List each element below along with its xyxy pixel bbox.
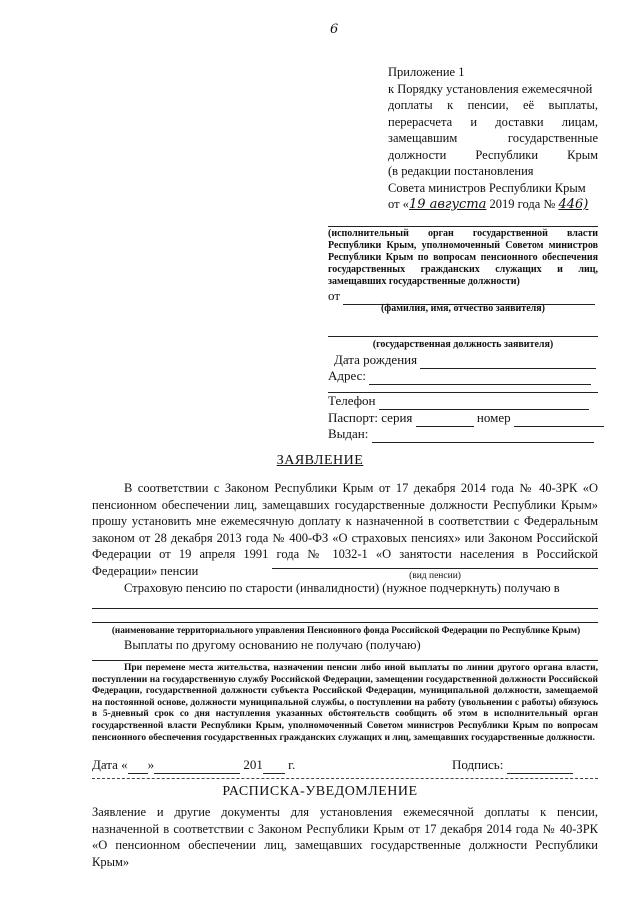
fund-field-2[interactable] [92, 622, 598, 623]
authority-rule [328, 226, 598, 227]
number-handwritten: 446) [558, 197, 589, 212]
receipt-text: Заявление и другие документы для установления ежемесячной доплаты к пенсии, назначенной в соответствии с Законом Республики Крым от 17 декабря 2014 года № 40-ЗРК «О пенсионном обеспечении лиц, замещавших государственные должности Республики Крым» [92, 805, 598, 869]
date-label: Дата « [92, 757, 128, 772]
signature-line [452, 757, 573, 774]
authority-caption: (исполнительный орган государственной власти Республики Крым, уполномоченный Советом министров Республики Крым по вопросам пенсионного обеспечения государственных гражданских служащих и лиц, замещавших государственные должности) [328, 228, 598, 287]
passport-line [328, 410, 604, 427]
signature-label: Подпись: [452, 757, 504, 772]
address-label: Адрес: [328, 368, 366, 383]
date-suffix: 2019 года № [489, 197, 556, 211]
appendix-header [388, 64, 598, 214]
appendix-title: Приложение 1 [388, 65, 465, 79]
phone-line [328, 393, 589, 410]
position-rule[interactable] [328, 336, 598, 337]
notice-text: При перемене места жительства, назначении пенсии либо иной выплаты по линии другого органа власти, поступлении на государственную службу Российской Федерации, замещении государственной должности Российской Федерации, государственной должности субъекта Российской Федерации, муниципальной должности, замещаемой на постоянной основе, должности муниципальной службы, о поступлении на работу (увольнении с работы) обязуюсь в 5-дневный срок со дня наступления указанных обстоятельств сообщить об этом в исполнительный орган государственной власти Республики Крым, уполномоченный Советом министров Республики Крым по вопросам пенсионного обеспечения государственных гражданских служащих и лиц, замещавших государственные должности. [92, 663, 598, 743]
year-suffix: г. [288, 757, 296, 772]
appendix-date-line [388, 196, 598, 214]
date-handwritten: 19 августа [408, 197, 487, 212]
position-caption: (государственная должность заявителя) [372, 339, 554, 350]
appendix-line-3: перерасчета и доставки лицам, [388, 114, 598, 129]
appendix-edition: (в редакции постановления [388, 164, 534, 178]
cut-line [92, 778, 598, 779]
issued-label: Выдан: [328, 426, 369, 441]
statement-text: В соответствии с Законом Республики Крым от 17 декабря 2014 года № 40-ЗРК «О пенсионном обеспечении лиц, замещавших государственные должности Республики Крым» прошу установить мне ежемесячную доплату к назначенной в соответствии с Федеральным законом от 28 декабря 2013 года № 400-ФЗ «О страховых пенсиях» или Законом Российской Федерации от 19 апреля 1991 года № 1032-1 «О занятости населения в Российской Федерации» пенсии [92, 481, 598, 578]
fund-caption: (наименование территориального управления Пенсионного фонда Российской Федерации по Республике Крым) [111, 625, 581, 635]
issued-line [328, 426, 594, 443]
day-field[interactable] [128, 757, 148, 774]
signature-field[interactable] [507, 757, 573, 774]
phone-label: Телефон [328, 393, 376, 408]
pension-type-field[interactable] [272, 568, 598, 569]
birth-label: Дата рождения [334, 352, 418, 367]
passport-series-field[interactable] [416, 410, 474, 427]
month-field[interactable] [154, 757, 240, 774]
appendix-line-4: замещавшим государственные [388, 131, 598, 145]
receipt-title: РАСПИСКА-УВЕДОМЛЕНИЕ [222, 784, 418, 799]
year-label: 201 [243, 757, 263, 772]
appendix-line-5: должности Республики Крым [388, 147, 598, 162]
date-mid: » [147, 757, 155, 772]
other-payments-text: Выплаты по другому основанию не получаю (получаю) [124, 638, 421, 652]
fund-field-1[interactable] [92, 608, 598, 609]
phone-field[interactable] [379, 393, 589, 410]
address-field[interactable] [369, 368, 591, 385]
date-prefix: от « [388, 197, 409, 211]
fio-caption: (фамилия, имя, отчество заявителя) [380, 303, 546, 314]
page-number: 6 [330, 22, 339, 37]
passport-label: Паспорт: серия [328, 410, 413, 425]
birth-field[interactable] [420, 352, 596, 369]
pension-type-caption: (вид пенсии) [409, 571, 461, 581]
date-line [92, 757, 295, 774]
address-line [328, 368, 591, 385]
insurance-text: Страховую пенсию по старости (инвалидности) (нужное подчеркнуть) получаю в [124, 581, 560, 595]
from-label: от [328, 288, 341, 303]
passport-number-field[interactable] [514, 410, 604, 427]
issued-field[interactable] [372, 426, 594, 443]
appendix-council: Совета министров Республики Крым [388, 180, 586, 195]
birth-line [334, 352, 596, 369]
appendix-line-2: доплаты к пенсии, её выплаты, [388, 98, 598, 112]
statement-title: ЗАЯВЛЕНИЕ [276, 453, 364, 468]
other-payments-field[interactable] [92, 660, 598, 661]
year-field[interactable] [263, 757, 285, 774]
appendix-line-1: к Порядку установления ежемесячной [388, 81, 593, 96]
number-label: номер [476, 410, 511, 425]
